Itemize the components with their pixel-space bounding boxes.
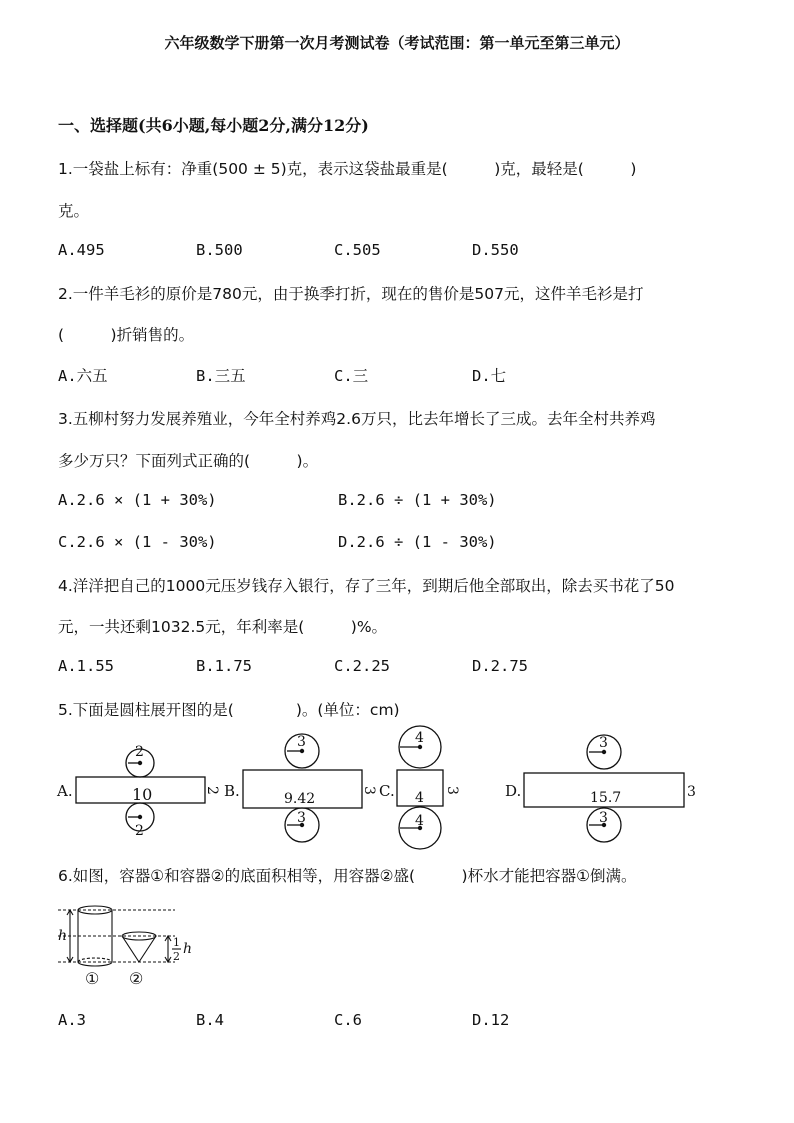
q6-containers-figure: [50, 900, 200, 992]
q4-option-c: C.2.25: [334, 657, 390, 675]
q5-b-rect-label: 9.42: [284, 791, 316, 807]
q3-option-a: A.2.6 × (1 + 30%): [58, 491, 217, 509]
q6-container-1-label: ①: [85, 969, 100, 988]
question-2-line-1: 2.一件羊毛衫的原价是780元，由于换季打折，现在的售价是507元，这件羊毛衫是打: [58, 285, 644, 303]
q1-option-d: D.550: [472, 241, 519, 259]
question-5-line-1: 5.下面是圆柱展开图的是( )。(单位：cm): [58, 701, 400, 719]
q6-half-denominator: 2: [173, 950, 180, 963]
section-heading: 一、选择题(共6小题,每小题2分,满分12分): [58, 116, 369, 135]
q5-a-rect-label: 10: [132, 785, 153, 804]
q3-option-c: C.2.6 × (1 - 30%): [58, 533, 217, 551]
q6-option-a: A.3: [58, 1011, 86, 1029]
q2-option-d: D.七: [472, 367, 507, 385]
q5-b-top-radius: 3: [297, 734, 306, 750]
q5-label-a: A.: [57, 782, 73, 800]
question-2-line-2: ( )折销售的。: [58, 326, 195, 344]
q5-a-side-label: 2: [204, 786, 220, 795]
q5-label-d: D.: [505, 782, 522, 800]
q5-c-top-radius: 4: [415, 730, 424, 746]
q4-option-b: B.1.75: [196, 657, 252, 675]
question-1-line-2: 克。: [58, 202, 90, 220]
q5-b-side-label: 3: [361, 786, 377, 795]
q4-option-a: A.1.55: [58, 657, 114, 675]
q6-container-2-label: ②: [129, 969, 144, 988]
q4-option-d: D.2.75: [472, 657, 528, 675]
q5-c-bottom-radius: 4: [415, 813, 424, 829]
question-3-line-1: 3.五柳村努力发展养殖业，今年全村养鸡2.6万只，比去年增长了三成。去年全村共养鸡: [58, 410, 656, 428]
q2-option-b: B.三五: [196, 367, 246, 385]
q1-option-c: C.505: [334, 241, 381, 259]
q3-option-d: D.2.6 ÷ (1 - 30%): [338, 533, 497, 551]
q5-label-b: B.: [224, 782, 240, 800]
q5-c-side-label: 3: [444, 786, 460, 795]
question-4-line-2: 元，一共还剩1032.5元，年利率是( )%。: [58, 618, 388, 636]
q6-option-c: C.6: [334, 1011, 362, 1029]
q5-label-c: C.: [379, 782, 395, 800]
q5-b-bottom-radius: 3: [297, 810, 306, 826]
q5-d-bottom-radius: 3: [599, 810, 608, 826]
question-4-line-1: 4.洋洋把自己的1000元压岁钱存入银行，存了三年，到期后他全部取出，除去买书花了50: [58, 577, 675, 595]
q3-option-b: B.2.6 ÷ (1 + 30%): [338, 491, 497, 509]
q2-option-c: C.三: [334, 367, 369, 385]
q6-half-h-label: h: [183, 941, 193, 957]
q6-option-d: D.12: [472, 1011, 510, 1029]
q5-a-bottom-radius: 2: [135, 823, 144, 839]
question-6-line-1: 6.如图，容器①和容器②的底面积相等，用容器②盛( )杯水才能把容器①倒满。: [58, 867, 637, 885]
q5-a-top-radius: 2: [135, 744, 144, 760]
q1-option-b: B.500: [196, 241, 243, 259]
question-1-line-1: 1.一袋盐上标有：净重(500 ± 5)克，表示这袋盐最重是( )克，最轻是( ): [58, 160, 637, 178]
q6-height-label: h: [58, 928, 68, 944]
q6-option-b: B.4: [196, 1011, 224, 1029]
q5-d-side-label: 3: [687, 784, 696, 800]
q5-d-rect-label: 15.7: [590, 790, 622, 806]
q1-option-a: A.495: [58, 241, 105, 259]
q5-c-rect-label: 4: [415, 790, 424, 806]
q5-cylinder-nets-figure: [0, 725, 794, 860]
q6-half-numerator: 1: [173, 936, 180, 949]
q2-option-a: A.六五: [58, 367, 108, 385]
page-title: 六年级数学下册第一次月考测试卷（考试范围：第一单元至第三单元）: [164, 34, 630, 52]
q5-d-top-radius: 3: [599, 735, 608, 751]
question-3-line-2: 多少万只？下面列式正确的( )。: [58, 452, 319, 470]
